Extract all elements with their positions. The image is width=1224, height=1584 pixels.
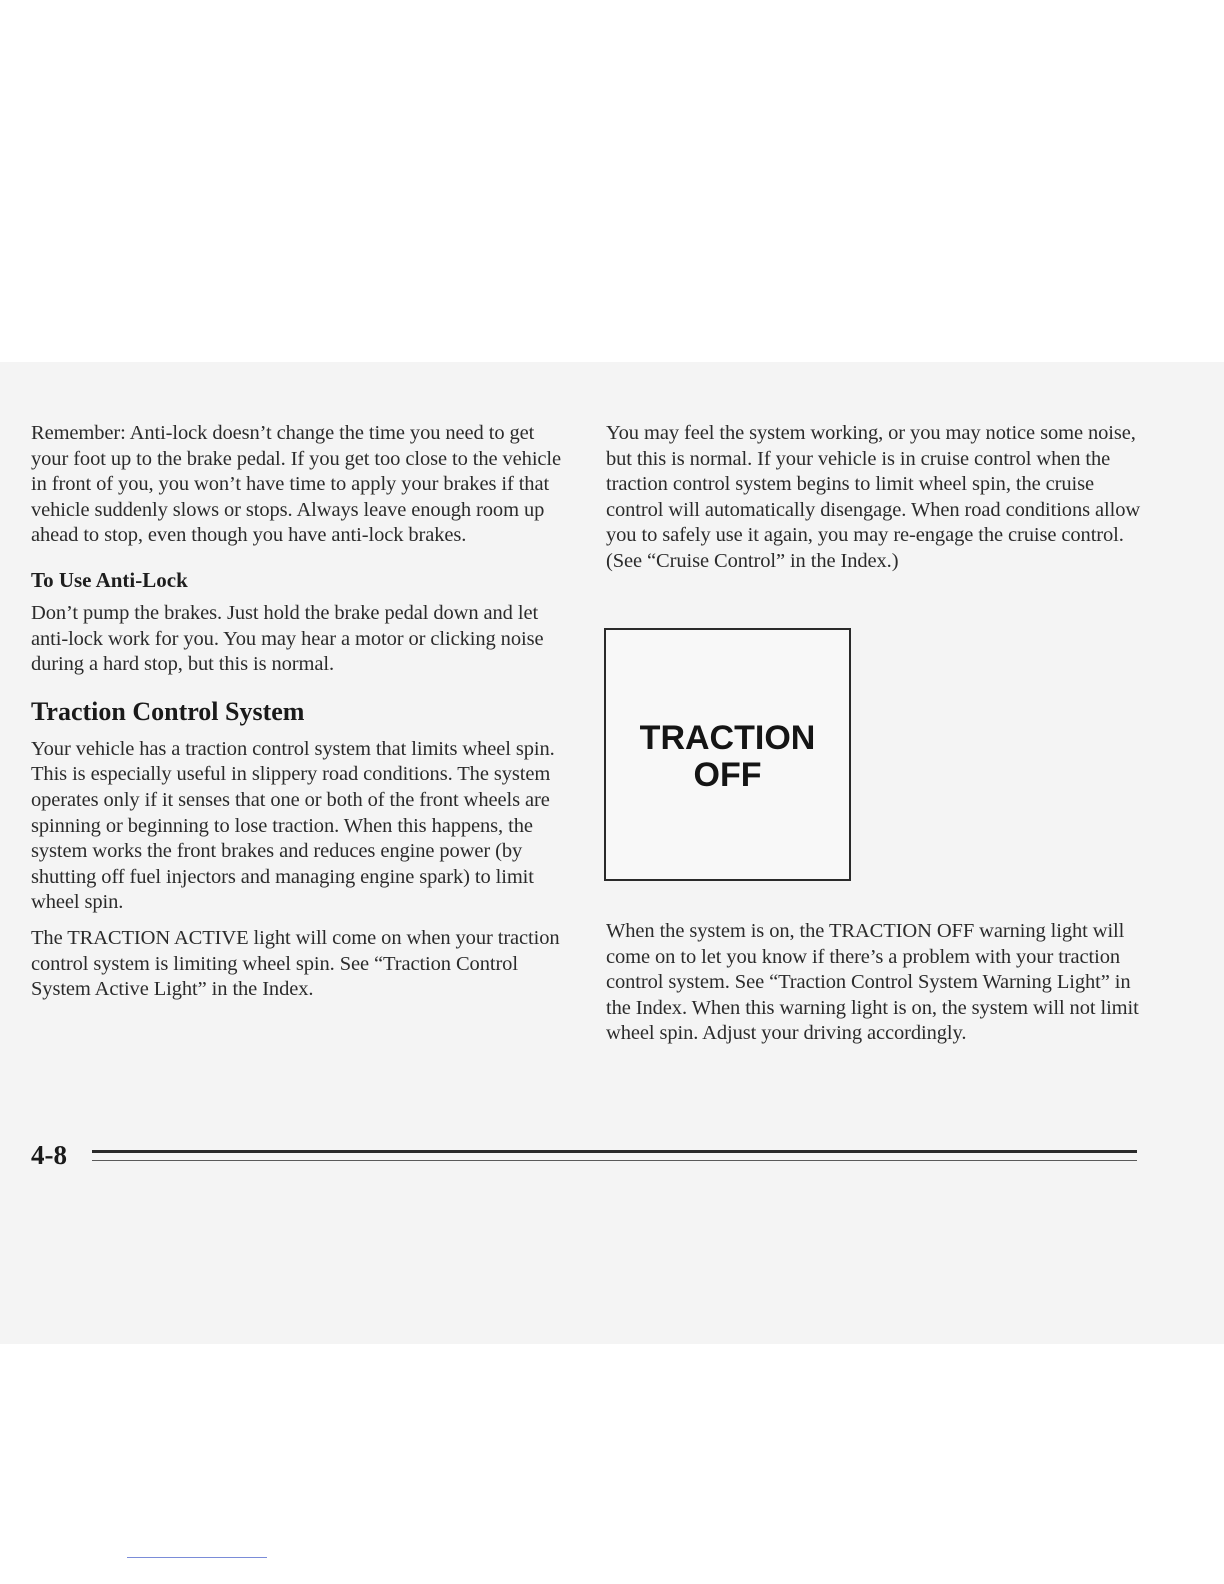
anti-lock-remember-paragraph: Remember: Anti-lock doesn’t change the time you need to get your foot up to the brake pedal. If you get too close to the vehicle in front of you, you won’t have time to apply your brakes if that vehicle suddenly slows or stops. Always leave enough room up ahead to stop, even though you have anti-lock brakes. bbox=[31, 422, 562, 547]
indicator-line-traction: TRACTION bbox=[639, 719, 816, 757]
traction-control-system-heading: Traction Control System bbox=[31, 696, 305, 726]
bottom-link-underline bbox=[127, 1557, 267, 1558]
indicator-line-off: OFF bbox=[693, 756, 762, 794]
traction-off-warning-paragraph: When the system is on, the TRACTION OFF warning light will come on to let you know if there’s a problem with your traction control system. See “Traction Control System Warning Light” in the Index. When this warning light is on, the system will not limit wheel spin. Adjust your driving accordingly. bbox=[606, 920, 1139, 1045]
traction-off-indicator-illustration bbox=[604, 628, 851, 881]
right-column-upper bbox=[606, 421, 1146, 575]
traction-active-light-paragraph: The TRACTION ACTIVE light will come on when your traction control system is limiting wheel spin. See “Traction Control System Active Light” in the Index. bbox=[31, 926, 560, 1001]
traction-control-intro-paragraph: Your vehicle has a traction control system that limits wheel spin. This is especially useful in slippery road conditions. The system operates only if it senses that one or both of the front wheels are spinning or beginning to lose traction. When this happens, the system works the front brakes and reduces engine power (by shutting off fuel injectors and managing engine spark) to limit wheel spin. bbox=[31, 737, 555, 914]
footer-rule bbox=[92, 1150, 1137, 1153]
traction-off-indicator-text bbox=[606, 720, 849, 794]
footer-rule-thin bbox=[92, 1160, 1137, 1161]
right-column-lower bbox=[606, 919, 1146, 1047]
system-working-paragraph: You may feel the system working, or you may notice some noise, but this is normal. If your vehicle is in cruise control when the traction control system begins to limit wheel spin, the cruise control will automatically disengage. When road conditions allow you to safely use it again, you may re-engage the cruise control. (See “Cruise Control” in the Index.) bbox=[606, 422, 1141, 572]
to-use-anti-lock-heading: To Use Anti-Lock bbox=[31, 567, 188, 592]
left-column bbox=[31, 421, 571, 1003]
to-use-anti-lock-paragraph: Don’t pump the brakes. Just hold the brake pedal down and let anti-lock work for you. You may hear a motor or clicking noise during a hard stop, but this is normal. bbox=[31, 601, 544, 676]
page-number: 4-8 bbox=[31, 1140, 67, 1170]
